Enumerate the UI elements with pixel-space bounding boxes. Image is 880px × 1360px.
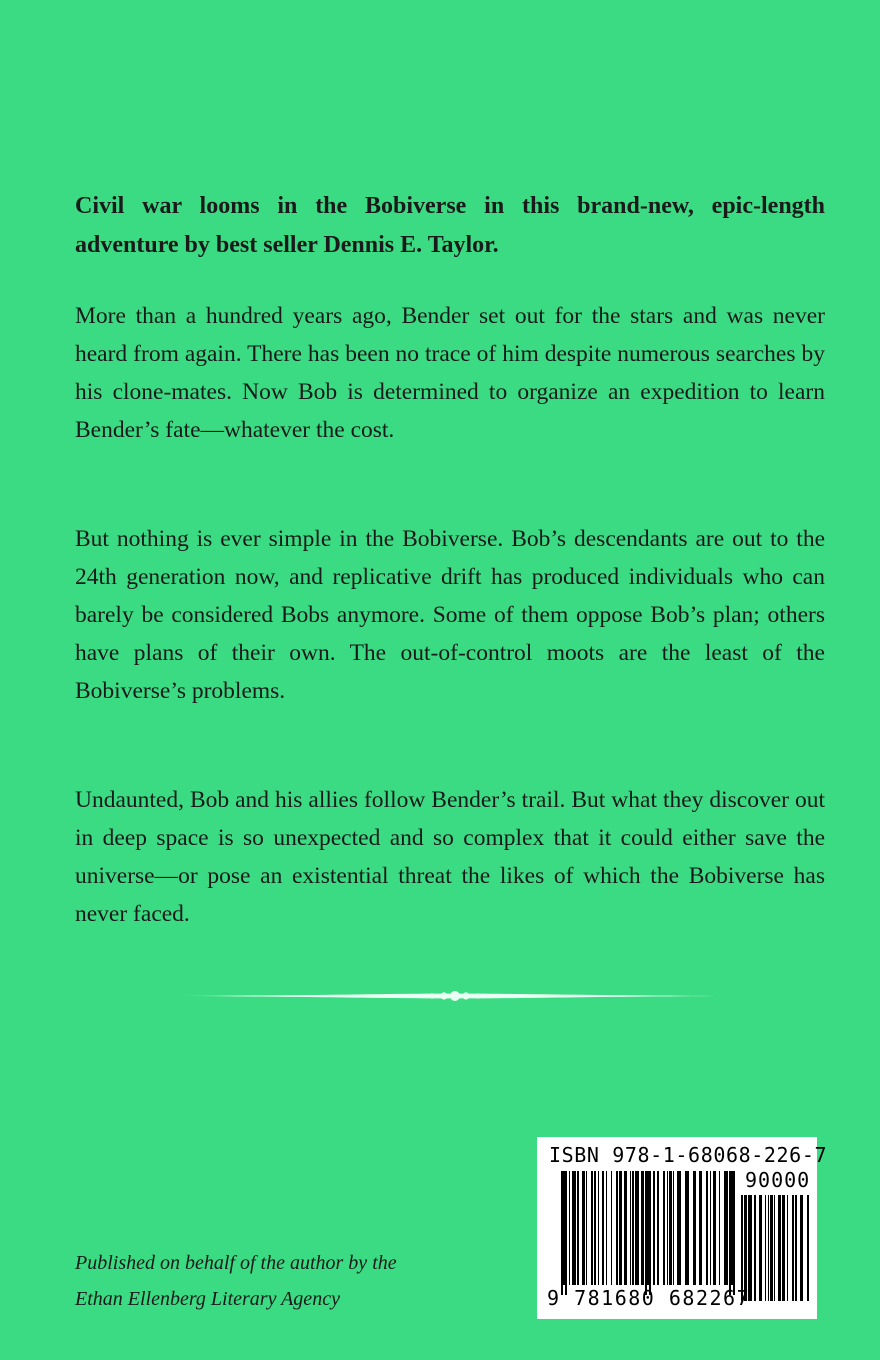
ean-number: 9 781680 682267: [547, 1286, 751, 1310]
publisher-line-1: Published on behalf of the author by the: [75, 1252, 397, 1274]
publisher-line-2: Ethan Ellenberg Literary Agency: [75, 1288, 340, 1310]
blurb-paragraph-1: More than a hundred years ago, Bender set out for the stars and was never heard from again. There has been no trace of him despite numerous searches by his clone-mates. Now Bob is determined to organize an expedition to learn Bender’s fate—whatever the cost.: [75, 303, 825, 443]
publisher-credit: [75, 1245, 397, 1317]
price-code: 90000: [745, 1168, 811, 1192]
ornamental-divider: [180, 986, 728, 1006]
blurb-paragraph-3: Undaunted, Bob and his allies follow Bender’s trail. But what they discover out in deep space is so unexpected and so complex that it could either save the universe—or pose an existential threat the likes of which the Bobiverse has never faced.: [75, 787, 825, 927]
isbn-label: ISBN 978-1-68068-226-7: [549, 1143, 828, 1167]
blurb-tagline: Civil war looms in the Bobiverse in this brand-new, epic-length adventure by best seller Dennis E. Taylor.: [75, 193, 825, 258]
isbn-barcode-panel: [537, 1137, 828, 1319]
blurb-paragraph-2: But nothing is ever simple in the Bobiverse. Bob’s descendants are out to the 24th generation now, and replicative drift has produced individuals who can barely be considered Bobs anymore. Some of them oppose Bob’s plan; others have plans of their own. The out-of-control moots are the least of the Bobiverse’s problems.: [75, 526, 825, 704]
